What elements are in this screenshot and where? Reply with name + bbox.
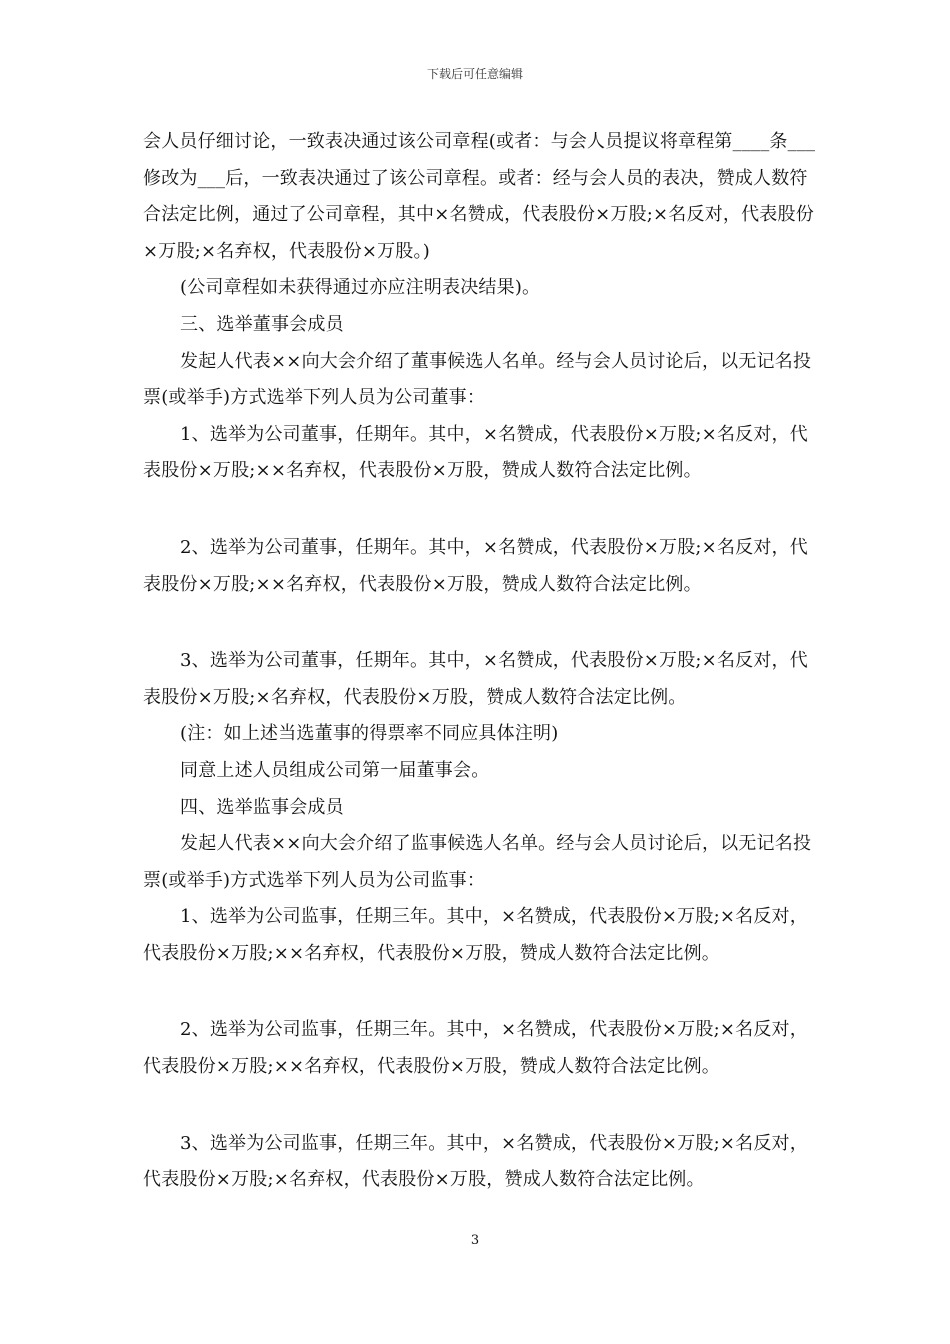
page-header: 下载后可任意编辑 <box>426 67 523 81</box>
paragraph-charter-note: (公司章程如未获得通过亦应注明表决结果)。 <box>180 277 541 299</box>
paragraph-supervisor-2: 2、选举为公司监事，任期三年。其中，×名赞成，代表股份×万股;×名反对，代表股份×万股;××名弃权，代表股份×万股，赞成人数符合法定比例。 <box>143 1019 808 1078</box>
page-number: 3 <box>470 1233 480 1248</box>
spacer <box>143 490 819 530</box>
paragraph-director-1: 1、选举为公司董事，任期年。其中，×名赞成，代表股份×万股;×名反对，代表股份×万股;××名弃权，代表股份×万股，赞成人数符合法定比例。 <box>143 423 808 482</box>
paragraph-board-approval: 同意上述人员组成公司第一届董事会。 <box>180 759 490 781</box>
paragraph-board-intro: 发起人代表××向大会介绍了董事候选人名单。经与会人员讨论后，以无记名投票(或举手)方式选举下列人员为公司董事： <box>143 350 812 409</box>
paragraph-director-2: 2、选举为公司董事，任期年。其中，×名赞成，代表股份×万股;×名反对，代表股份×万股;××名弃权，代表股份×万股，赞成人数符合法定比例。 <box>143 536 808 595</box>
paragraph-director-3: 3、选举为公司董事，任期年。其中，×名赞成，代表股份×万股;×名反对，代表股份×万股;×名弃权，代表股份×万股，赞成人数符合法定比例。 <box>143 650 808 708</box>
section-heading-board: 三、选举董事会成员 <box>180 313 344 335</box>
paragraph-supervisor-1: 1、选举为公司监事，任期三年。其中，×名赞成，代表股份×万股;×名反对，代表股份×万股;××名弃权，代表股份×万股，赞成人数符合法定比例。 <box>143 906 808 964</box>
paragraph-director-note: (注：如上述当选董事的得票率不同应具体注明) <box>180 723 559 745</box>
paragraph-charter-vote: 会人员仔细讨论，一致表决通过该公司章程(或者：与会人员提议将章程第____条___修改为___后，一致表决通过了该公司章程。或者：经与会人员的表决，赞成人数符合法定比例，通过了公司章程，其中×名赞成，代表股份×万股;×名反对，代表股份×万股;×名弃权，代表股份×万股。) <box>143 131 816 262</box>
spacer <box>143 603 819 643</box>
document-body <box>143 124 819 1199</box>
paragraph-supervisor-intro: 发起人代表××向大会介绍了监事候选人名单。经与会人员讨论后，以无记名投票(或举手)方式选举下列人员为公司监事： <box>143 833 812 891</box>
spacer <box>143 972 819 1012</box>
spacer <box>143 1086 819 1126</box>
paragraph-supervisor-3: 3、选举为公司监事，任期三年。其中，×名赞成，代表股份×万股;×名反对，代表股份×万股;×名弃权，代表股份×万股，赞成人数符合法定比例。 <box>143 1132 808 1191</box>
section-heading-supervisors: 四、选举监事会成员 <box>180 796 344 818</box>
